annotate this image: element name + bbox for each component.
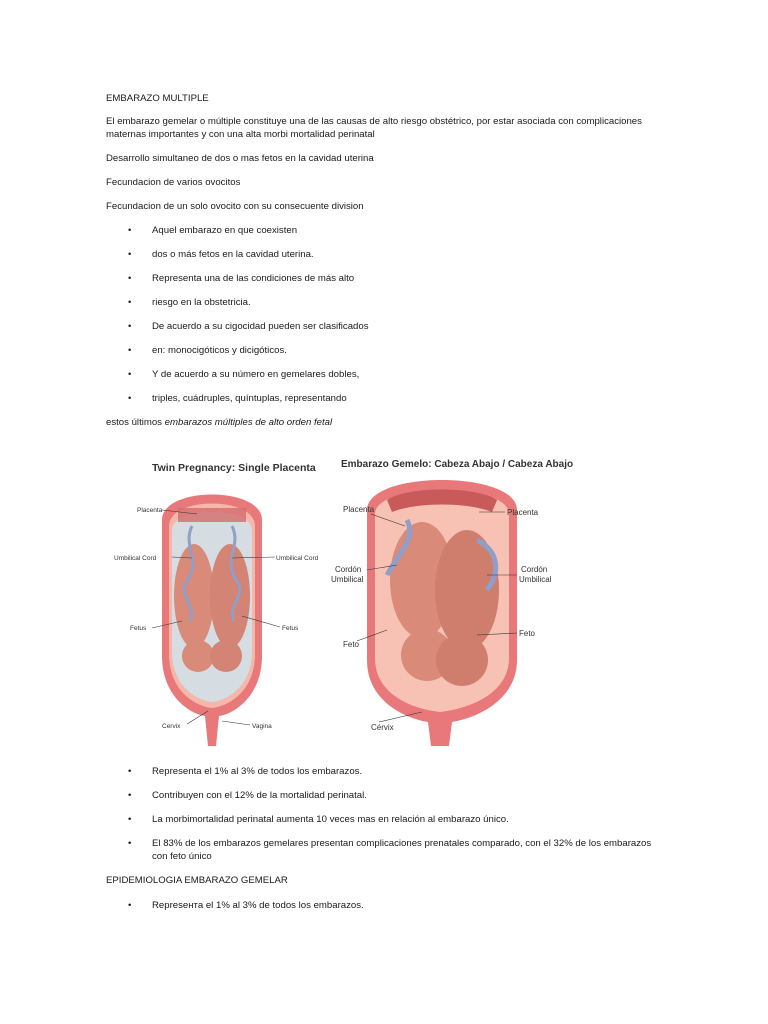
label-umbilical-cord-left: Umbilical Cord	[114, 555, 157, 562]
list-item-text: dos o más fetos en la cavidad uterina.	[152, 249, 314, 260]
bullet-icon: •	[128, 345, 132, 356]
intro-paragraph: El embarazo gemelar o múltiple constituye una de las causas de alto riesgo obstétrico, por estar asociada con complicaciones maternas importantes y con una alta morbi mortalidad perinatal	[106, 116, 642, 140]
paragraph-fecundacion-varios: Fecundacion de varios ovocitos	[106, 177, 241, 188]
label-feto-right: Feto	[519, 629, 536, 638]
paragraph-desarrollo: Desarrollo simultaneo de dos o mas fetos en la cavidad uterina	[106, 153, 374, 164]
label-vagina: Vagina	[252, 723, 272, 730]
label-cervix: Cérvix	[371, 723, 394, 732]
twin-pregnancy-illustration	[112, 446, 319, 752]
bullet-icon: •	[128, 838, 132, 849]
label-cordon-left-line1: Cordón	[335, 565, 362, 574]
label-placenta: Placenta	[137, 507, 163, 514]
bullet-icon: •	[128, 321, 132, 332]
list-item-text: El 83% de los embarazos gemelares presentan complicaciones prenatales comparado, con el 32% de los embarazos con feto único	[152, 838, 652, 862]
closing-plain-text: estos últimos	[106, 417, 165, 428]
heading-epidemiologia: EPIDEMIOLOGIA EMBARAZO GEMELAR	[106, 875, 288, 886]
list-item-text: en: monocigóticos y dicigóticos.	[152, 345, 287, 356]
paragraph-fecundacion-uno: Fecundacion de un solo ovocito con su consecuente division	[106, 201, 364, 212]
closing-paragraph	[106, 417, 666, 430]
fetus-left	[174, 544, 214, 648]
bullet-icon: •	[128, 369, 132, 380]
label-feto-left: Feto	[343, 640, 360, 649]
bullet-icon: •	[128, 900, 132, 911]
label-cervix: Cervix	[162, 723, 181, 730]
bullet-icon: •	[128, 766, 132, 777]
bullet-icon: •	[128, 249, 132, 260]
label-fetus-right: Fetus	[282, 625, 299, 632]
list-item-text: Represента el 1% al 3% de todos los embarazos.	[152, 900, 364, 911]
closing-italic-text: embarazos múltiples de alto orden fetal	[164, 417, 333, 428]
fetus-right	[210, 544, 250, 648]
figure-right-title: Embarazo Gemelo: Cabeza Abajo / Cabeza Abajo	[341, 459, 574, 470]
bullet-icon: •	[128, 297, 132, 308]
label-cordon-right-line2: Umbilical	[519, 575, 552, 584]
list-item-text: Representa el 1% al 3% de todos los embarazos.	[152, 766, 363, 777]
list-item-text: triples, cuádruples, quíntuplas, representando	[152, 393, 347, 404]
list-item-text: riesgo en la obstetricia.	[152, 297, 251, 308]
label-cordon-left-line2: Umbilical	[331, 575, 364, 584]
list-item-text: De acuerdo a su cigocidad pueden ser clasificados	[152, 321, 369, 332]
fetus-right-head	[436, 634, 488, 686]
label-placenta-right: Placenta	[507, 508, 539, 517]
label-fetus-left: Fetus	[130, 625, 147, 632]
twin-pregnancy-head-down-illustration	[327, 450, 574, 750]
figure-embarazo-gemelo	[327, 450, 574, 750]
label-placenta-left: Placenta	[343, 505, 375, 514]
heading-embarazo-multiple: EMBARAZO MULTIPLE	[106, 93, 209, 104]
bullet-icon: •	[128, 225, 132, 236]
bullet-icon: •	[128, 393, 132, 404]
bullet-icon: •	[128, 814, 132, 825]
bullet-icon: •	[128, 273, 132, 284]
list-item-text: Contribuyen con el 12% de la mortalidad perinatal.	[152, 790, 367, 801]
bullet-icon: •	[128, 790, 132, 801]
fetus-left-head	[182, 640, 214, 672]
list-item-text: La morbimortalidad perinatal aumenta 10 veces mas en relación al embarazo único.	[152, 814, 509, 825]
label-cordon-right-line1: Cordón	[521, 565, 548, 574]
label-umbilical-cord-right: Umbilical Cord	[276, 555, 319, 562]
figure-twin-pregnancy-single-placenta	[112, 446, 319, 752]
figure-left-title: Twin Pregnancy: Single Placenta	[152, 462, 316, 474]
fetus-right-head	[210, 640, 242, 672]
list-item-text: Representa una de las condiciones de más alto	[152, 273, 355, 284]
placenta-shape	[178, 508, 246, 522]
list-item-text: Aquel embarazo en que coexisten	[152, 225, 298, 236]
list-item-text: Y de acuerdo a su número en gemelares dobles,	[152, 369, 360, 380]
